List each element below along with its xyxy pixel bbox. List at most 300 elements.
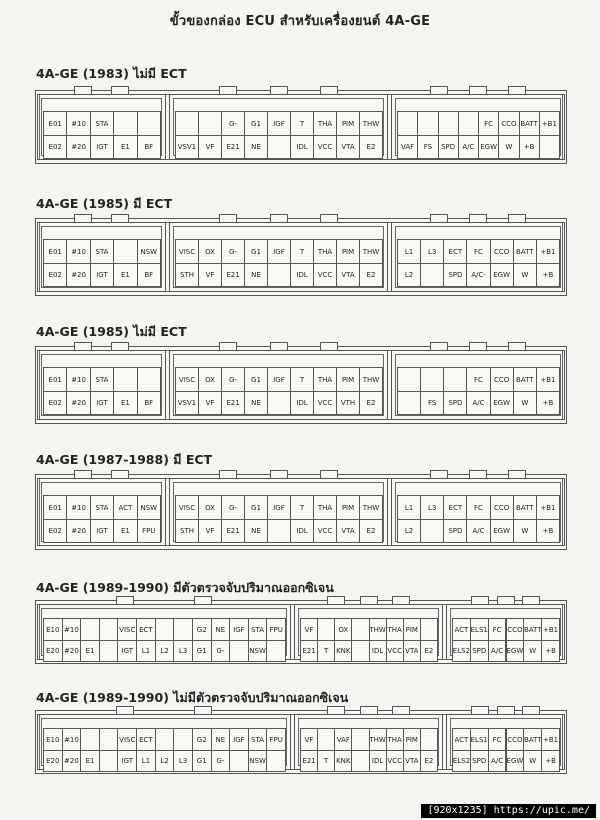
pin-cell: #10 — [66, 367, 90, 392]
key-notch — [74, 86, 92, 94]
pin-cell — [113, 239, 137, 264]
pin-cell: VF — [198, 263, 222, 287]
pin-cell: G- — [211, 640, 231, 662]
pin-cell: E01 — [43, 495, 67, 520]
pin-cell: CCO — [490, 495, 514, 520]
pin-cell: OX — [198, 239, 222, 264]
key-notch — [497, 706, 515, 714]
pin-cell: VAF — [334, 728, 352, 751]
key-notch — [270, 470, 288, 478]
pin-cell — [267, 519, 291, 543]
pin-cell: NE — [244, 263, 268, 287]
key-notch — [270, 86, 288, 94]
pin-cell: A/C — [466, 391, 490, 415]
pin-cell: FC — [488, 618, 507, 641]
pin-cell: IGF — [267, 111, 291, 136]
pin-cell: +B — [536, 391, 560, 415]
key-notch — [111, 342, 129, 350]
pin-cell: EGW — [490, 519, 514, 543]
pin-cell: E21 — [221, 135, 245, 159]
pin-cell: G1 — [244, 111, 268, 136]
pin-cell: VF — [300, 728, 318, 751]
pin-cell: VF — [198, 135, 222, 159]
pin-cell: THA — [313, 367, 337, 392]
pin-cell: E02 — [43, 519, 67, 543]
pin-cell — [420, 367, 444, 392]
key-notch — [219, 342, 237, 350]
pin-cell — [267, 135, 291, 159]
pin-cell: #20 — [66, 135, 90, 159]
pin-cell: G- — [221, 495, 245, 520]
pin-cell: SPD — [438, 135, 459, 159]
pin-cell: E2 — [420, 750, 438, 772]
pin-cell: E01 — [43, 111, 67, 136]
key-notch — [111, 214, 129, 222]
pin-cell: ELS1 — [470, 618, 489, 641]
pin-cell: BATT — [513, 367, 537, 392]
pin-cell: E21 — [221, 263, 245, 287]
pin-cell — [417, 111, 438, 136]
key-notch — [74, 342, 92, 350]
pin-cell: L3 — [173, 640, 193, 662]
pin-cell: STA — [248, 618, 268, 641]
pin-cell: L3 — [420, 239, 444, 264]
pin-cell — [420, 728, 438, 751]
pin-cell: ACT — [452, 728, 471, 751]
pin-cell: T — [290, 495, 314, 520]
pin-cell: G1 — [244, 239, 268, 264]
pin-cell: +B1 — [536, 367, 560, 392]
key-notch — [430, 342, 448, 350]
pin-cell: THA — [313, 111, 337, 136]
pin-cell: G- — [221, 111, 245, 136]
pin-cell: L2 — [155, 750, 175, 772]
pin-cell: E1 — [80, 750, 100, 772]
pin-cell — [99, 640, 119, 662]
key-notch — [194, 596, 212, 604]
pin-cell: E2 — [359, 263, 383, 287]
pin-cell: IGF — [229, 728, 249, 751]
pin-cell: #10 — [66, 495, 90, 520]
pin-cell: E02 — [43, 391, 67, 415]
pin-cell — [137, 111, 161, 136]
pin-cell: ELS2 — [452, 750, 471, 772]
pin-cell: STH — [175, 519, 199, 543]
pin-cell: BATT — [513, 239, 537, 264]
key-notch — [430, 214, 448, 222]
section-heading: 4A-GE (1989-1990) มีตัวตรวจจับปริมาณออกซิเจน — [36, 580, 334, 595]
pin-cell — [113, 367, 137, 392]
pin-cell: T — [290, 111, 314, 136]
pin-cell: IGT — [90, 391, 114, 415]
pin-cell: SPD — [443, 391, 467, 415]
pin-cell: E10 — [43, 618, 63, 641]
key-notch — [116, 706, 134, 714]
pin-cell: #20 — [66, 263, 90, 287]
pin-cell: G1 — [192, 640, 212, 662]
pin-cell: OX — [198, 367, 222, 392]
pin-cell: EGW — [490, 263, 514, 287]
pin-cell: ECT — [136, 728, 156, 751]
pin-cell: W — [513, 263, 537, 287]
key-notch — [111, 86, 129, 94]
pin-cell: VISC — [117, 728, 137, 751]
pin-cell: SPD — [470, 750, 489, 772]
pin-cell: +B — [536, 519, 560, 543]
pin-cell — [420, 519, 444, 543]
pin-cell: G- — [221, 239, 245, 264]
key-notch — [508, 214, 526, 222]
pin-cell: G1 — [192, 750, 212, 772]
pin-cell: EGW — [506, 640, 525, 662]
pin-cell: E21 — [221, 391, 245, 415]
key-notch — [219, 86, 237, 94]
pin-cell: KNK — [334, 750, 352, 772]
pin-cell: IDL — [290, 263, 314, 287]
pin-cell: T — [290, 239, 314, 264]
pin-cell: VTA — [336, 519, 360, 543]
pin-cell: FC — [466, 495, 490, 520]
key-notch — [392, 596, 410, 604]
pin-cell: IGT — [90, 519, 114, 543]
pin-cell: E1 — [113, 391, 137, 415]
pin-cell: NE — [244, 519, 268, 543]
pin-cell: PIM — [403, 618, 421, 641]
pin-cell: A/C — [466, 519, 490, 543]
pin-cell: E21 — [300, 750, 318, 772]
section-heading: 4A-GE (1989-1990) ไม่มีตัวตรวจจับปริมาณออกซิเจน — [36, 690, 349, 705]
pin-cell: +B — [541, 640, 560, 662]
pin-cell — [420, 618, 438, 641]
pin-cell: E1 — [113, 519, 137, 543]
pin-cell: G- — [211, 750, 231, 772]
pin-cell: E20 — [43, 750, 63, 772]
pin-cell: NSW — [248, 750, 268, 772]
pin-cell: IDL — [369, 750, 387, 772]
pin-cell — [267, 391, 291, 415]
pin-cell: VTA — [336, 263, 360, 287]
pin-cell: #10 — [66, 111, 90, 136]
pin-cell: THA — [313, 239, 337, 264]
pin-cell: IGF — [229, 618, 249, 641]
key-notch — [74, 470, 92, 478]
pin-cell — [155, 618, 175, 641]
pin-cell: T — [290, 367, 314, 392]
pin-cell: E10 — [43, 728, 63, 751]
pin-cell: +B1 — [541, 728, 560, 751]
pin-cell — [443, 367, 467, 392]
pin-cell: L1 — [136, 640, 156, 662]
pin-cell — [266, 750, 286, 772]
pin-cell: CCO — [498, 111, 519, 136]
pin-cell: ELS2 — [452, 640, 471, 662]
pin-cell: VISC — [175, 367, 199, 392]
pin-cell: +B1 — [536, 239, 560, 264]
pin-cell — [438, 111, 459, 136]
key-notch — [270, 214, 288, 222]
pin-cell — [351, 640, 369, 662]
pin-cell: A/C — [488, 640, 507, 662]
pin-cell: FC — [488, 728, 507, 751]
key-notch — [522, 706, 540, 714]
pin-cell: THA — [386, 618, 404, 641]
key-notch — [430, 470, 448, 478]
pin-cell: #20 — [66, 391, 90, 415]
pin-cell: PIM — [336, 239, 360, 264]
key-notch — [320, 342, 338, 350]
pin-cell: VISC — [117, 618, 137, 641]
pin-cell: PIM — [336, 111, 360, 136]
pin-cell: IGF — [267, 495, 291, 520]
key-notch — [320, 86, 338, 94]
pin-cell: VCC — [313, 135, 337, 159]
pin-cell: STH — [175, 263, 199, 287]
key-notch — [497, 596, 515, 604]
pin-cell: #20 — [62, 750, 82, 772]
pin-cell — [137, 367, 161, 392]
pin-cell: E2 — [359, 135, 383, 159]
pin-cell: +B1 — [536, 495, 560, 520]
pin-cell: NE — [211, 618, 231, 641]
pin-cell: VTA — [403, 750, 421, 772]
pin-cell: L3 — [173, 750, 193, 772]
key-notch — [219, 470, 237, 478]
pin-cell: IGT — [117, 750, 137, 772]
pin-cell: BF — [137, 263, 161, 287]
pin-cell: L1 — [136, 750, 156, 772]
pin-cell — [198, 111, 222, 136]
pin-cell: STA — [90, 239, 114, 264]
pin-cell: FPU — [266, 618, 286, 641]
pin-cell — [266, 640, 286, 662]
pin-cell: IDL — [290, 135, 314, 159]
pin-cell: NSW — [137, 239, 161, 264]
pin-cell: VISC — [175, 239, 199, 264]
pin-cell: IDL — [369, 640, 387, 662]
key-notch — [360, 706, 378, 714]
pin-cell — [173, 728, 193, 751]
pin-cell — [99, 728, 119, 751]
key-notch — [360, 596, 378, 604]
section-heading: 4A-GE (1985) มี ECT — [36, 196, 173, 211]
pin-cell: G1 — [244, 495, 268, 520]
pin-cell: ECT — [443, 495, 467, 520]
key-notch — [508, 342, 526, 350]
pin-cell: E21 — [221, 519, 245, 543]
pin-cell: OX — [198, 495, 222, 520]
pin-cell — [175, 111, 199, 136]
pin-cell: #10 — [62, 618, 82, 641]
pin-cell — [539, 135, 560, 159]
pin-cell: STA — [90, 111, 114, 136]
pin-cell: VF — [198, 519, 222, 543]
pin-cell: T — [317, 750, 335, 772]
pin-cell: THA — [313, 495, 337, 520]
pin-cell: IGT — [90, 263, 114, 287]
pin-cell: W — [513, 519, 537, 543]
key-notch — [270, 342, 288, 350]
pin-cell: OX — [334, 618, 352, 641]
pin-cell — [397, 367, 421, 392]
pin-cell — [229, 750, 249, 772]
pin-cell: THW — [369, 728, 387, 751]
key-notch — [320, 470, 338, 478]
pin-cell: +B1 — [541, 618, 560, 641]
pin-cell: E1 — [80, 640, 100, 662]
pin-cell: IGT — [117, 640, 137, 662]
pin-cell: L3 — [420, 495, 444, 520]
pin-cell: FPU — [266, 728, 286, 751]
pin-cell: SPD — [470, 640, 489, 662]
pin-cell: PIM — [336, 367, 360, 392]
pin-cell: IGT — [90, 135, 114, 159]
pin-cell: THA — [386, 728, 404, 751]
pin-cell: BATT — [523, 728, 542, 751]
key-notch — [430, 86, 448, 94]
pin-cell: PIM — [403, 728, 421, 751]
pin-cell: L1 — [397, 495, 421, 520]
pin-cell: NE — [244, 135, 268, 159]
pin-cell: A/C — [488, 750, 507, 772]
pin-cell: NSW — [248, 640, 268, 662]
pin-cell: G2 — [192, 618, 212, 641]
pin-cell: ECT — [443, 239, 467, 264]
pin-cell — [80, 618, 100, 641]
key-notch — [327, 706, 345, 714]
key-notch — [471, 596, 489, 604]
key-notch — [522, 596, 540, 604]
pin-cell: W — [523, 750, 542, 772]
pin-cell — [397, 391, 421, 415]
key-notch — [116, 596, 134, 604]
pin-cell: EGW — [506, 750, 525, 772]
pin-cell: THW — [369, 618, 387, 641]
pin-cell: W — [513, 391, 537, 415]
key-notch — [508, 86, 526, 94]
pin-cell: E1 — [113, 263, 137, 287]
pin-cell: THW — [359, 367, 383, 392]
pin-cell — [351, 750, 369, 772]
pin-cell — [99, 750, 119, 772]
pin-cell: E2 — [420, 640, 438, 662]
key-notch — [219, 214, 237, 222]
pin-cell: E2 — [359, 519, 383, 543]
pin-cell: G2 — [192, 728, 212, 751]
pin-cell: VCC — [313, 391, 337, 415]
pin-cell: SPD — [443, 519, 467, 543]
pin-cell: ACT — [452, 618, 471, 641]
pin-cell: NE — [211, 728, 231, 751]
pin-cell: IDL — [290, 391, 314, 415]
pin-cell: BATT — [513, 495, 537, 520]
pin-cell: T — [317, 640, 335, 662]
pin-cell: E21 — [300, 640, 318, 662]
pin-cell: VTA — [336, 135, 360, 159]
pin-cell: BATT — [519, 111, 540, 136]
pin-cell — [317, 728, 335, 751]
pin-cell — [99, 618, 119, 641]
key-notch — [194, 706, 212, 714]
pin-cell: VCC — [386, 750, 404, 772]
pin-cell: VCC — [313, 519, 337, 543]
key-notch — [111, 470, 129, 478]
pin-cell: NE — [244, 391, 268, 415]
watermark: [920x1235] https://upic.me/ — [421, 804, 596, 818]
key-notch — [469, 342, 487, 350]
pin-cell: VSV1 — [175, 391, 199, 415]
pin-cell: THW — [359, 111, 383, 136]
pin-cell: E02 — [43, 263, 67, 287]
pin-cell — [397, 111, 418, 136]
key-notch — [508, 470, 526, 478]
pin-cell — [113, 111, 137, 136]
pin-cell: BF — [137, 135, 161, 159]
pin-cell: FC — [478, 111, 499, 136]
pin-cell — [267, 263, 291, 287]
pin-cell: E01 — [43, 239, 67, 264]
pin-cell: E2 — [359, 391, 383, 415]
pin-cell: VF — [198, 391, 222, 415]
pin-cell: G- — [221, 367, 245, 392]
pin-cell: VISC — [175, 495, 199, 520]
pin-cell: VTH — [336, 391, 360, 415]
section-heading: 4A-GE (1987-1988) มี ECT — [36, 452, 213, 467]
pin-cell: CCO — [506, 728, 525, 751]
pin-cell: G1 — [244, 367, 268, 392]
key-notch — [320, 214, 338, 222]
pin-cell: #10 — [66, 239, 90, 264]
pin-cell: VAF — [397, 135, 418, 159]
pin-cell: ELS1 — [470, 728, 489, 751]
page-title: ขั้วของกล่อง ECU สำหรับเครื่องยนต์ 4A-GE — [169, 14, 431, 29]
pin-cell: +B — [519, 135, 540, 159]
pin-cell — [173, 618, 193, 641]
key-notch — [392, 706, 410, 714]
pin-cell: PIM — [336, 495, 360, 520]
pin-cell: VCC — [313, 263, 337, 287]
pin-cell: VTA — [403, 640, 421, 662]
pin-cell: CCO — [490, 367, 514, 392]
pin-cell: W — [498, 135, 519, 159]
pin-cell: ACT — [113, 495, 137, 520]
key-notch — [469, 86, 487, 94]
pin-cell: EGW — [478, 135, 499, 159]
pin-cell: KNK — [334, 640, 352, 662]
pin-cell: L1 — [397, 239, 421, 264]
pin-cell: IDL — [290, 519, 314, 543]
pin-cell: E02 — [43, 135, 67, 159]
pin-cell — [155, 728, 175, 751]
pin-cell: E01 — [43, 367, 67, 392]
pin-cell: E20 — [43, 640, 63, 662]
pin-cell: +B — [541, 750, 560, 772]
pin-cell: THW — [359, 239, 383, 264]
key-notch — [74, 214, 92, 222]
pin-cell: BF — [137, 391, 161, 415]
pin-cell: SPD — [443, 263, 467, 287]
pin-cell: VCC — [386, 640, 404, 662]
pin-cell: EGW — [490, 391, 514, 415]
pin-cell: STA — [248, 728, 268, 751]
key-notch — [469, 214, 487, 222]
pin-cell — [351, 728, 369, 751]
pin-cell: THW — [359, 495, 383, 520]
pin-cell: ECT — [136, 618, 156, 641]
pin-cell: NSW — [137, 495, 161, 520]
pin-cell: L2 — [397, 519, 421, 543]
pin-cell: +B — [536, 263, 560, 287]
pin-cell: FS — [417, 135, 438, 159]
